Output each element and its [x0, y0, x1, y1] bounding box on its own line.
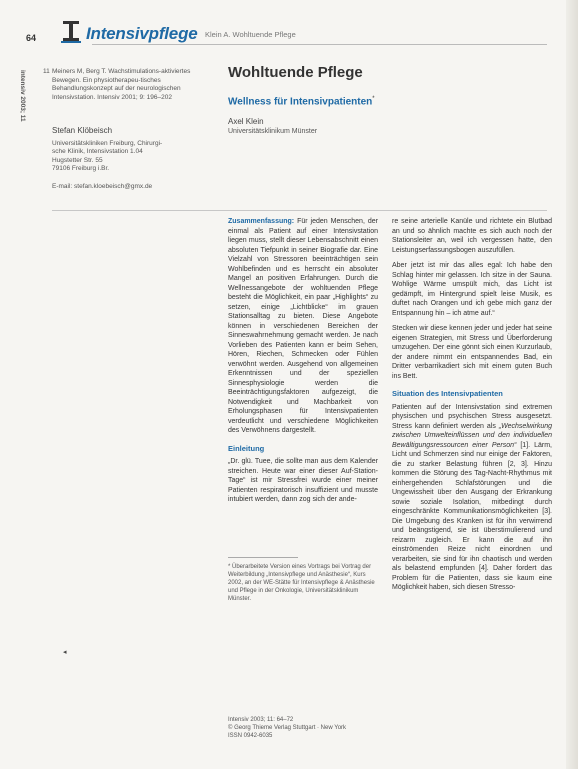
situation-paragraph [392, 403, 552, 593]
citation-line: Intensiv 2003; 11: 64–72 [228, 717, 294, 723]
situation-text: Patienten auf der Intensivstation sind extremen physischen und psychischen Stress ausgesetzt. Stress kann definiert werden als [392, 403, 552, 430]
contact-name: Stefan Klöbeisch [52, 126, 113, 135]
contact-line: Hugstetter Str. 55 [52, 156, 103, 164]
body-column-left [228, 217, 378, 511]
contact-line: Universitätskliniken Freiburg, Chirurgi- [52, 139, 163, 147]
stress-definition: „Wechselwirkung zwischen Umwelteinflüssen und den individuellen Bewältigungsressourcen einer Person“ [392, 422, 552, 449]
reference-text: Meiners M, Berg T. Wachstimulations-aktiviertes Bewegen. Ein physiotherapeu-tisches Behandlungskonzept auf der neurologischen Intensivstation. Intensiv 2001; 9: 196–202 [52, 68, 191, 101]
journal-logo-icon [60, 20, 82, 44]
article-author: Axel Klein [228, 117, 264, 126]
body-paragraph: Stecken wir diese kennen jeder und jeder hat seine eigenen Strategien, mit Stress und Überforderung umzugehen. Der eine gönnt sich einen Kurzurlaub, der andere nimmt ein entspannendes Bad, ein Dritter verbarrikadiert sich mit einem guten Buch ins Bett. [392, 325, 552, 380]
article-title: Wohltuende Pflege [228, 64, 363, 81]
side-reference: intensiv 2003; 11 [19, 70, 26, 122]
intro-heading: Einleitung [228, 443, 265, 453]
summary-label: Zusammenfassung: [228, 218, 295, 225]
reference-item [43, 68, 214, 102]
header-rule [92, 44, 547, 45]
intro-paragraph: „Dr. glü. Tuee, die sollte man aus dem Kalender streichen. Heute war einer dieser Auf-Station-Tage“ ist mir Stressfrei wurde einer meiner Patienten respiratorisch insuffizient und musste intubiert werden, dann zog sich der ande- [228, 458, 378, 503]
citation-block [228, 716, 388, 740]
summary-paragraph [228, 217, 378, 436]
section-divider [52, 210, 547, 211]
footnote-rule [228, 557, 298, 558]
article-affiliation: Universitätsklinikum Münster [228, 128, 318, 135]
body-column-right [392, 217, 552, 599]
contact-line: sche Klinik, Intensivstation 1.04 [52, 148, 143, 156]
situation-heading: Situation des Intensivpatienten [392, 389, 503, 398]
page-edge [566, 0, 578, 769]
author-contact [52, 127, 214, 192]
body-paragraph: re seine arterielle Kanüle und richtete ein Blutbad an und so ähnlich machte es sich auch noch der Stationsleiter an, weil ich vergessen hatte, den Leistungserfassungsbogen auszufüllen. [392, 218, 552, 254]
article-subtitle [228, 96, 375, 107]
margin-mark-icon: ◂ [63, 649, 67, 656]
subtitle-text: Wellness für Intensivpatienten [228, 96, 373, 108]
contact-email[interactable]: E-mail: stefan.kloebeisch@gmx.de [52, 182, 153, 190]
citation-line: ISSN 0942-6035 [228, 733, 273, 739]
contact-line: 79106 Freiburg i.Br. [52, 165, 110, 173]
citation-line: © Georg Thieme Verlag Stuttgart · New York [228, 725, 347, 731]
running-header: Klein A. Wohltuende Pflege [205, 30, 296, 39]
body-paragraph: Aber jetzt ist mir das alles egal: Ich habe den Schlag hinter mir gelassen. Ich sitze in der Sauna. Wohlige Wärme umspült mich, das Licht ist gedämpft, im Hintergrund spielt leise Musik, es duftet nach Orangen und ich gebe mich ganz der Entspannung hin – ich atme auf.“ [392, 262, 552, 317]
reference-number: 11 [43, 68, 50, 75]
summary-text: Für jeden Menschen, der einmal als Patient auf einer Intensivstation liegen muss, stellt dieser Lebensabschnitt einen absoluten Tiefpunkt in seiner Biografie dar. Eine Vielzahl von Stressoren beeinträchtigen sein Wohlbefinden und es herrscht ein absoluter Mangel an positiven Erfahrungen. Durch die Wellnessangebote der wohltuenden Pflege besteht die Möglichkeit, ein paar „Highlights“ zu setzen, einige „Lichtblicke“ im grauen Stationsalltag zu bieten. Diese Angebote können in verschiedenen Bereichen der Sinneswahrnehmung gemacht werden. Je nach Vorlieben des Patienten kann er beim Sehen, Hören, Riechen, Schmecken oder Fühlen verwöhnt werden. Ausgehend von allgemeinen Erkenntnissen und der speziellen Sinnesphysiologie werden die Beeinträchtigungsfaktoren aufgezeigt, die Notwendigkeit und Machbarkeit von Erholungsphasen für Intensivpatienten verdeutlicht und verschiedene Möglichkeiten des Verwöhnens dargestellt. [228, 218, 378, 434]
subtitle-footnote-mark: * [372, 96, 375, 102]
situation-text-cont: [1]. Lärm, Licht und Schmerzen sind nur einige der Faktoren, die zu starker Belastung führen [2, 3]. Hinzu kommen die Störung des Tag-Nacht-Rhythmus mit einhergehenden Schlafstörungen und die Ungewissheit über den Ausgang der Erkrankung sowie soziale Isolation, mitbedingt durch eingeschränkte Kommunikationsmöglichkeiten [3]. Die Umgebung des Kranken ist für ihn verwirrend und beängstigend, sie ist überstimulierend und reizarm zugleich. Er kann die auf ihn einströmenden Reize nicht einordnen und verarbeiten, sie sind für ihn chaotisch und werden als belastend empfunden [4]. Daher fordert das Problem für die Patienten, dass sie kaum eine Möglichkeit haben, sich diesen Stresso- [392, 441, 552, 591]
page-number: 64 [26, 33, 37, 43]
journal-name: Intensivpflege [86, 24, 198, 43]
footnote: * Überarbeitete Version eines Vortrags bei Vortrag der Weiterbildung „Intensivpflege und Anästhesie“, Kurs 2002, an der WE-Stätte für Intensivpflege & Anästhesie und Pflege in der Onkologie, Universitätsklinikum Münster. [228, 564, 375, 602]
